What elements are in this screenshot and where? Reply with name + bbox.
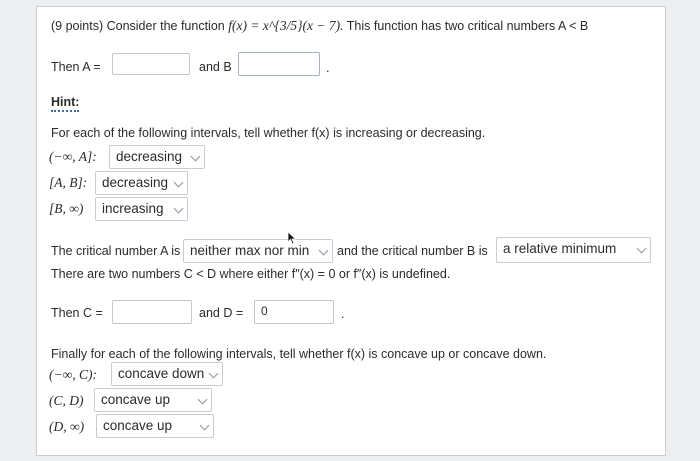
select-value: decreasing [116, 149, 183, 164]
select-increasing-3[interactable] [95, 197, 188, 221]
hint-link[interactable]: Hint: [51, 95, 79, 112]
critical-b-text: and the critical number B is [337, 244, 488, 258]
select-concavity-2[interactable] [94, 388, 212, 412]
chevron-down-icon [200, 421, 210, 431]
select-increasing-2[interactable] [95, 171, 188, 195]
concavity-interval-1: (−∞, C): [49, 367, 97, 382]
interval-label-1: (−∞, A]: [49, 149, 97, 164]
interval-label-2: [A, B]: [49, 175, 88, 190]
concavity-interval-2: (C, D) [49, 393, 84, 408]
select-value: neither max nor min [190, 243, 310, 258]
chevron-down-icon [319, 246, 329, 256]
question-tail: This function has two critical numbers A < B [346, 19, 589, 33]
select-value: increasing [102, 201, 164, 216]
chevron-down-icon [191, 152, 201, 162]
function-expression: f(x) = x^{3/5}(x − 7). [228, 18, 344, 33]
answer-d-input[interactable]: 0 [254, 300, 334, 324]
select-critical-b[interactable] [496, 237, 651, 263]
then-c-label: Then C = [51, 306, 103, 320]
concavity-prompt: Finally for each of the following intervals, tell whether f(x) is concave up or concave down. [51, 347, 547, 361]
chevron-down-icon [174, 178, 184, 188]
select-increasing-1[interactable] [109, 145, 205, 169]
interval-label-3: [B, ∞) [49, 201, 84, 216]
points-label: (9 points) [51, 19, 104, 33]
question-intro: Consider the function [106, 19, 225, 33]
question-card [36, 6, 666, 456]
answer-b-input[interactable] [238, 52, 320, 76]
and-b-label: and B [199, 60, 232, 74]
chevron-down-icon [637, 244, 647, 254]
select-value: concave down [118, 366, 205, 381]
chevron-down-icon [198, 395, 208, 405]
select-value: a relative minimum [503, 241, 617, 256]
chevron-down-icon [174, 204, 184, 214]
concavity-interval-3: (D, ∞) [49, 419, 85, 434]
select-value: concave up [103, 418, 173, 433]
cd-period: . [341, 307, 345, 321]
select-critical-a[interactable] [183, 239, 333, 263]
increasing-prompt: For each of the following intervals, tell whether f(x) is increasing or decreasing. [51, 126, 486, 140]
answer-a-input[interactable] [112, 53, 190, 75]
second-derivative-text: There are two numbers C < D where either f″(x) = 0 or f″(x) is undefined. [51, 267, 451, 281]
select-value: concave up [101, 392, 171, 407]
select-value: decreasing [102, 175, 169, 190]
ab-period: . [326, 61, 330, 75]
and-d-label: and D = [199, 306, 244, 320]
mouse-pointer-icon [287, 231, 297, 245]
select-concavity-3[interactable] [96, 414, 214, 438]
question-text [51, 18, 588, 34]
select-concavity-1[interactable] [111, 362, 223, 386]
answer-c-input[interactable] [112, 300, 192, 324]
critical-a-text: The critical number A is [51, 244, 181, 258]
then-a-label: Then A = [51, 60, 101, 74]
chevron-down-icon [209, 369, 219, 379]
